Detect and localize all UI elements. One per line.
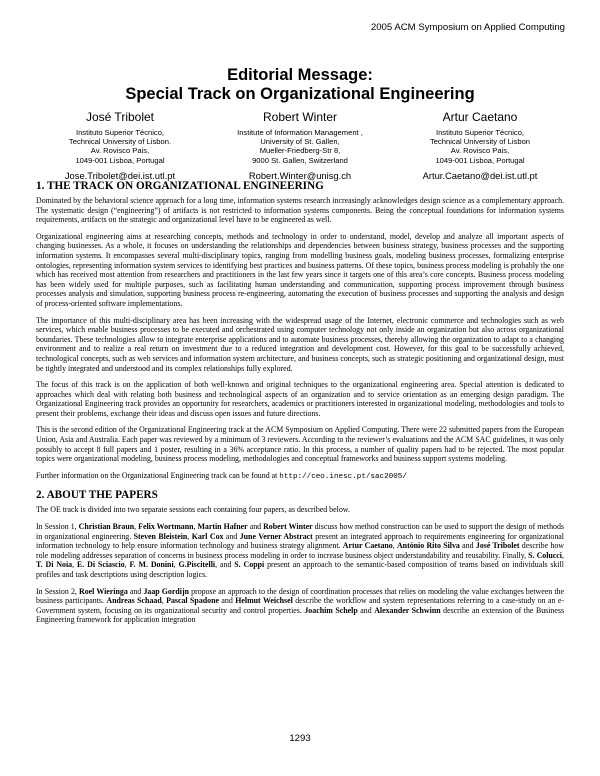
author-affiliation-line: 1049-001 Lisboa, Portugal	[75, 155, 165, 165]
author-email: Artur.Caetano@dei.ist.utl.pt	[422, 169, 538, 181]
author-name-mention: Christian Braun	[78, 522, 135, 532]
track-url-link[interactable]: http://ceo.inesc.pt/sac2005/	[279, 472, 407, 481]
author-winter	[216, 110, 384, 181]
text-run: and	[357, 605, 375, 615]
text-run: present an integrated approach to requirements engineering for organizational information technology to help ensure information technology and business strategy alignment.	[36, 531, 565, 551]
author-name-mention: Alexander Schwinn	[374, 605, 441, 615]
text-run: describe the workflow and system representations referring to a case-study on an e-Government system, focusing on its organizational security and control properties.	[36, 596, 564, 615]
text-run: and	[219, 596, 236, 606]
author-name-mention: Jaap Gordijn	[143, 586, 189, 596]
author-email: Jose.Tribolet@dei.ist.utl.pt	[64, 169, 176, 181]
author-name-mention: G.Piscitelli	[178, 560, 216, 570]
text-run: and	[127, 586, 144, 596]
author-name-mention: Andreas Schaad	[106, 596, 162, 606]
author-block	[36, 110, 564, 181]
text-run: propose an approach to the design of coordination processes that relies on modeling the value exchanges between the business participants.	[36, 586, 564, 606]
author-name-mention: Steven Bleistein	[133, 531, 188, 541]
text-run: describe an extension of the Business Engineering framework for application integration	[36, 605, 565, 625]
author-name-mention: S. Colucci	[528, 550, 562, 560]
paragraph: The focus of this track is on the application of both well-known and original techniques to the organizational engineering area. Special attention is dedicated to approaches which deal with relating both business and technological aspects of an organization and to service orientation as an emerging design paradigm. The Organizational Engineering track provides an opportunity for researchers, academics or practitioners interested in organizational modeling, methodologies and tools to present their problems, exchange their ideas and discuss open issues and future directions.	[36, 380, 564, 418]
further-info-text: Further information on the Organizational Engineering track can be found at	[36, 470, 280, 480]
further-info-paragraph	[36, 471, 564, 483]
text-run: and	[459, 541, 476, 551]
author-name: José Tribolet	[85, 110, 155, 124]
section-1-heading: 1. THE TRACK ON ORGANIZATIONAL ENGINEERING	[36, 180, 324, 192]
text-run: ,	[124, 560, 130, 570]
text-run: and	[247, 522, 264, 532]
author-affiliation-line: Av. Rovisco Pais,	[90, 146, 150, 156]
text-run: ,	[392, 541, 397, 551]
running-header: 2005 ACM Symposium on Applied Computing	[370, 22, 565, 33]
author-affiliation-line: Institute of Information Management ,	[237, 128, 363, 137]
text-run: ,	[134, 522, 139, 532]
author-name-mention: José Tribolet	[475, 541, 520, 551]
author-name-mention: S. Coppi	[234, 560, 265, 570]
author-name-mention: Felix Wortmann	[138, 522, 194, 532]
title-line-2: Special Track on Organizational Engineering	[125, 85, 475, 103]
author-affiliation-line: Mueller-Friedberg-Str 8,	[259, 146, 341, 156]
session-1-paragraph	[36, 522, 564, 580]
author-affiliation-line: 1049-001 Lisboa, Portugal	[435, 155, 525, 165]
article-body	[36, 180, 564, 632]
paragraph: Dominated by the behavioral science approach for a long time, information systems research increasingly acknowledges design science as a complementary approach. The systematic design (“engineering”) of artifacts is not restricted to information systems components. Being the conceptual foundations for information systems requirements, artifacts on the strategic and organizational level have to be engineered as well.	[36, 196, 564, 225]
author-caetano	[396, 110, 564, 181]
text-run: ,	[72, 560, 77, 570]
paragraph: This is the second edition of the Organizational Engineering track at the ACM Symposium on Applied Computing. There were 22 submitted papers from the European Union, Asia and Australia. Each paper was reviewed by a minimum of 3 reviewers. According to the reviewer’s evaluations and the ACM SAC guidelines, it was only possibly to accept 8 full papers and 1 poster, resulting in a 36% acceptance ratio. In this process, a number of quality papers had to be rejected. The most popular topics were organizational modeling, business process modeling, methodologies and conceptual frameworks and business support systems modeling.	[36, 425, 564, 464]
text-run: and	[223, 531, 240, 541]
text-run: ,	[562, 550, 564, 560]
text-run: ,	[193, 522, 198, 532]
text-run: describe how role modeling addresses separation of concerns in business process modeling in order to increase business object understandability and reusability. Finally,	[36, 541, 564, 560]
author-name: Robert Winter	[262, 110, 338, 124]
author-affiliation-line: University of St. Gallen,	[260, 137, 340, 147]
text-run: ,	[173, 560, 179, 570]
author-name-mention: June Verner Abstract	[239, 531, 313, 541]
text-run: ,	[161, 596, 167, 606]
author-affiliation-line: Technical University of Lisbon	[429, 137, 531, 147]
author-name-mention: António Rito Silva	[396, 541, 460, 551]
text-run: , and	[215, 560, 235, 570]
author-email: Robert.Winter@unisg.ch	[248, 169, 352, 181]
title-line-1: Editorial Message:	[227, 66, 373, 84]
author-name-mention: Artur Caetano	[342, 541, 393, 551]
paper-title	[0, 66, 600, 104]
paragraph: Organizational engineering aims at researching concepts, methods and technology in order to understand, model, develop and analyze all important aspects of changing businesses. As a whole, it focuses on understanding the relationships and dependencies between business strategy, business processes and the supporting information systems. It encompasses several multi-disciplinary topics, ranging from modelling business goals, modeling business processes, formalizing enterprise ontologies, representing information system services to identifying best practices and business patterns. Of these topics, business process modeling is probably the one which has received most attention from researchers and practitioners in the last few years since it targets one of this area’s core concepts. Business process modeling has been widely used for multiple purposes, such as facilitating human understanding and communication, supporting process improvement through business processes analysis and simulation, supporting business process re-engineering, automating the execution of business processes and supporting the analysis and design of process-oriented software implementations.	[36, 231, 564, 308]
author-name-mention: Pascal Spadone	[166, 596, 219, 606]
text-run: present an approach to the semantic-based composition of teams based on individuals skill profiles and task descriptions using description logics.	[36, 560, 564, 579]
author-tribolet	[36, 110, 204, 181]
text-run: ,	[187, 531, 192, 541]
author-name-mention: Helmut Weichsel	[235, 596, 293, 606]
author-name-mention: T. Di Noia	[36, 560, 73, 570]
author-affiliation-line: 9000 St. Gallen, Switzerland	[252, 155, 348, 165]
author-name-mention: Martin Hafner	[197, 522, 248, 532]
author-name-mention: Karl Cox	[191, 531, 224, 541]
session-2-paragraph	[36, 587, 564, 625]
text-run: In Session 1,	[36, 522, 79, 532]
author-name-mention: Robert Winter	[263, 522, 313, 532]
author-name: Artur Caetano	[442, 110, 518, 124]
author-name-mention: Joachim Schelp	[304, 605, 358, 615]
paragraph: The importance of this multi-disciplinary area has been increasing with the widespread usage of the Internet, electronic commerce and technologies such as web services, which enable business processes to be executed and orchestrated using computer technology not only inside an organization but also across organizational boundaries. These technologies allow to integrate enterprise applications and to automate business processes, thereby allowing the organization to adapt to a changing environment and to realize a real return on investment due to a reduced integration and development cost. However, for this goal to be successfully achieved, technological concepts, such as web services and information system architecture, and business concepts, such as strategic positioning and organizational design, must be tightly integrated and understood and its complex relationships fully explored.	[36, 315, 564, 373]
text-run: In Session 2,	[36, 586, 80, 596]
paragraph: The OE track is divided into two separate sessions each containing four papers, as described below.	[36, 505, 350, 515]
author-name-mention: E. Di Sciascio	[77, 560, 125, 570]
section-2-heading: 2. ABOUT THE PAPERS	[36, 489, 158, 502]
author-name-mention: F. M. Donini	[129, 560, 174, 570]
author-affiliation-line: Av. Rovisco Pais,	[450, 146, 510, 156]
author-affiliation-line: Instituto Superior Técnico,	[75, 128, 165, 137]
page-number: 1293	[289, 733, 311, 744]
author-name-mention: Roel Wieringa	[79, 586, 128, 596]
author-affiliation-line: Instituto Superior Técnico,	[435, 128, 525, 137]
text-run: discuss how method construction can be used to support the design of methods in organizational engineering.	[36, 522, 564, 541]
author-affiliation-line: Technical University of Lisbon.	[68, 137, 172, 147]
